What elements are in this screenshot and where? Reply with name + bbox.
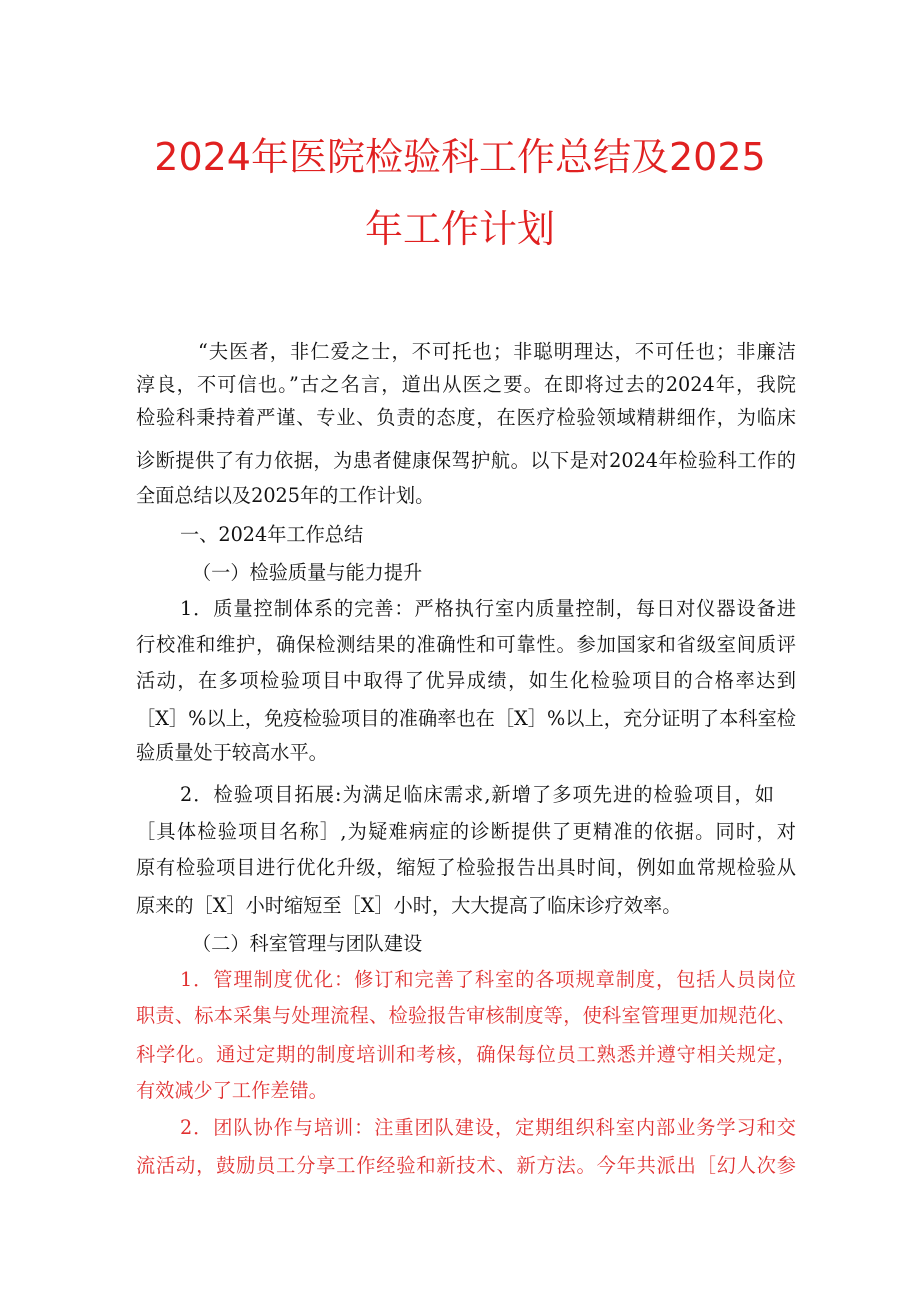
subsection-heading: （一）检验质量与能力提升 <box>192 561 423 584</box>
paragraph-line: ［X］%以上，免疫检验项目的准确率也在［X］%以上，充分证明了本科室检 <box>136 707 796 730</box>
paragraph-line: 诊断提供了有力依据，为患者健康保驾护航。以下是对2024年检验科工作的 <box>136 449 796 472</box>
paragraph-line: 流活动，鼓励员工分享工作经验和新技术、新方法。今年共派出［幻人次参 <box>136 1154 796 1177</box>
subsection-heading: （二）科室管理与团队建设 <box>192 932 423 955</box>
paragraph-line: 全面总结以及2025年的工作计划。 <box>136 484 435 507</box>
paragraph-line: 活动，在多项检验项目中取得了优异成绩，如生化检验项目的合格率达到 <box>136 669 796 692</box>
document-title-line-2: 年工作计划 <box>364 207 555 251</box>
paragraph-line: 职责、标本采集与处理流程、检验报告审核制度等，使科室管理更加规范化、 <box>136 1004 796 1027</box>
paragraph-line: 1．管理制度优化：修订和完善了科室的各项规章制度，包括人员岗位 <box>180 968 796 991</box>
paragraph-line: 原有检验项目进行优化升级，缩短了检验报告出具时间，例如血常规检验从 <box>136 856 796 879</box>
paragraph-line: 科学化。通过定期的制度培训和考核，确保每位员工熟悉并遵守相关规定， <box>136 1043 796 1066</box>
paragraph-line: 验质量处于较高水平。 <box>136 741 328 764</box>
section-heading: 一、2024年工作总结 <box>180 523 364 546</box>
paragraph-line: 检验科秉持着严谨、专业、负责的态度，在医疗检验领域精耕细作，为临床 <box>136 406 796 429</box>
paragraph-line: ［具体检验项目名称］,为疑难病症的诊断提供了更精准的依据。同时，对 <box>136 820 796 843</box>
paragraph-line: 1．质量控制体系的完善：严格执行室内质量控制，每日对仪器设备进 <box>180 597 796 620</box>
paragraph-line: 原来的［X］小时缩短至［X］小时，大大提高了临床诊疗效率。 <box>136 894 682 917</box>
paragraph-line: 2．团队协作与培训：注重团队建设，定期组织科室内部业务学习和交 <box>180 1116 796 1139</box>
paragraph-line: 有效减少了工作差错。 <box>136 1079 328 1102</box>
document-title-line-1: 2024年医院检验科工作总结及2025 <box>154 135 766 179</box>
paragraph-line: 淳良，不可信也。”古之名言，道出从医之要。在即将过去的2024年，我院 <box>136 373 796 396</box>
paragraph-line: “夫医者，非仁爱之士，不可托也；非聪明理达，不可任也；非廉洁 <box>198 340 796 363</box>
paragraph-line: 2．检验项目拓展:为满足临床需求,新增了多项先进的检验项目，如 <box>180 783 774 806</box>
paragraph-line: 行校准和维护，确保检测结果的准确性和可靠性。参加国家和省级室间质评 <box>136 633 796 656</box>
